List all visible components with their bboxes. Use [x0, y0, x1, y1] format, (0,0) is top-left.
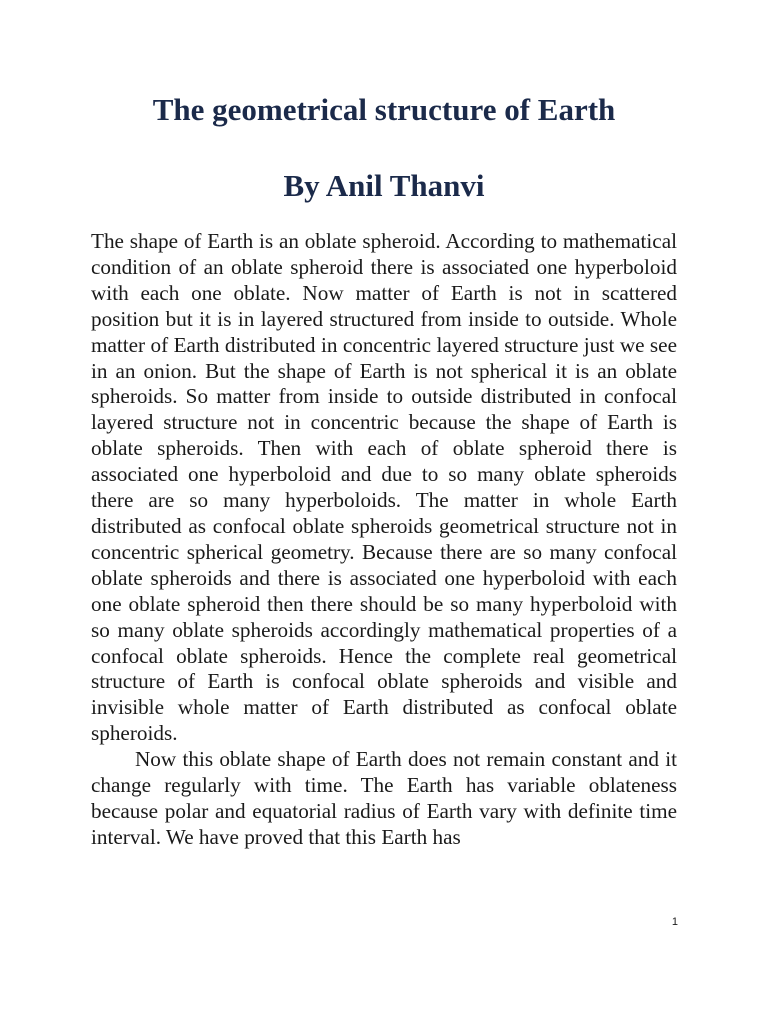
- author-line: By Anil Thanvi: [283, 168, 485, 203]
- paragraph-1: The shape of Earth is an oblate spheroid. According to mathematical condition of an oblate spheroid there is associated one hyperboloid with each one oblate. Now matter of Earth is not in scattered position but it is in layered structured from inside to outside. Whole matter of Earth distributed in concentric layered structure just we see in an onion. But the shape of Earth is not spherical it is an oblate spheroids. So matter from inside to outside distributed in confocal layered structure not in concentric because the shape of Earth is oblate spheroids. Then with each of oblate spheroid there is associated one hyperboloid and due to so many oblate spheroids there are so many hyperboloids. The matter in whole Earth distributed as confocal oblate spheroids geometrical structure not in concentric spherical geometry. Because there are so many confocal oblate spheroids and there is associated one hyperboloid with each one oblate spheroid then there should be so many hyperboloid with so many oblate spheroids accordingly mathematical properties of a confocal oblate spheroids. Hence the complete real geometrical structure of Earth is confocal oblate spheroids and visible and invisible whole matter of Earth distributed as confocal oblate spheroids.: [91, 229, 677, 746]
- body-text: [91, 229, 677, 851]
- page-number: 1: [671, 916, 678, 928]
- paragraph-2: Now this oblate shape of Earth does not remain constant and it change regularly with time. The Earth has variable oblateness because polar and equatorial radius of Earth vary with definite time interval. We have proved that this Earth has: [91, 747, 677, 849]
- document-title: The geometrical structure of Earth: [152, 92, 616, 127]
